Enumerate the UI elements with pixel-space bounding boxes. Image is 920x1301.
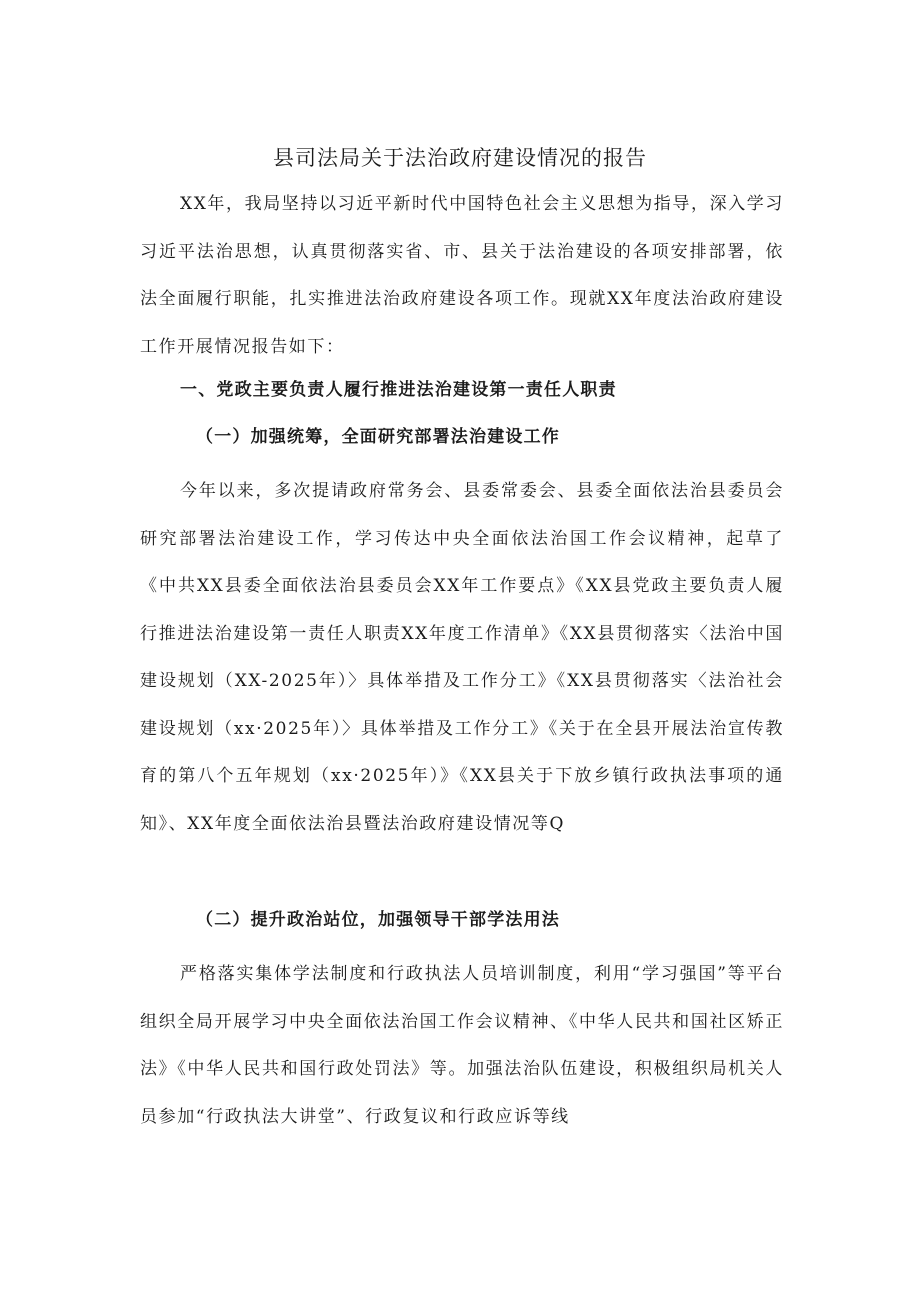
document-title: 县司法局关于法治政府建设情况的报告 [273,146,647,170]
subsection-heading-1: （一）加强统筹，全面研究部署法治建设工作 [196,427,560,447]
subsection-1-paragraph: 今年以来，多次提请政府常务会、县委常委会、县委全面依法治县委员会研究部署法治建设工作，学习传达中央全面依法治国工作会议精神，起草了《中共XX县委全面依法治县委员会XX年工作要点》《XX县党政主要负责人履行推进法治建设第一责任人职责XX年度工作清单》《XX县贯彻落实〈法治中国建设规划（XX-2025年）〉具体举措及工作分工》《XX县贯彻落实〈法治社会建设规划（xx·2025年）〉具体举措及工作分工》《关于在全县开展法治宣传教育的第八个五年规划（xx·2025年）》《XX县关于下放乡镇行政执法事项的通知》、XX年度全面依法治县暨法治政府建设情况等Q [140,481,784,834]
section-heading-1: 一、党政主要负责人履行推进法治建设第一责任人职责 [180,380,617,400]
intro-paragraph: XX年，我局坚持以习近平新时代中国特色社会主义思想为指导，深入学习习近平法治思想，认真贯彻落实省、市、县关于法治建设的各项安排部署，依法全面履行职能，扎实推进法治政府建设各项工作。现就XX年度法治政府建设工作开展情况报告如下： [140,194,785,357]
subsection-2-paragraph: 严格落实集体学法制度和行政执法人员培训制度，利用“学习强国”等平台组织全局开展学习中央全面依法治国工作会议精神、《中华人民共和国社区矫正法》《中华人民共和国行政处罚法》等。加强法治队伍建设，积极组织局机关人员参加“行政执法大讲堂”、行政复议和行政应诉等线 [140,964,784,1127]
subsection-heading-2: （二）提升政治站位，加强领导干部学法用法 [196,910,560,930]
